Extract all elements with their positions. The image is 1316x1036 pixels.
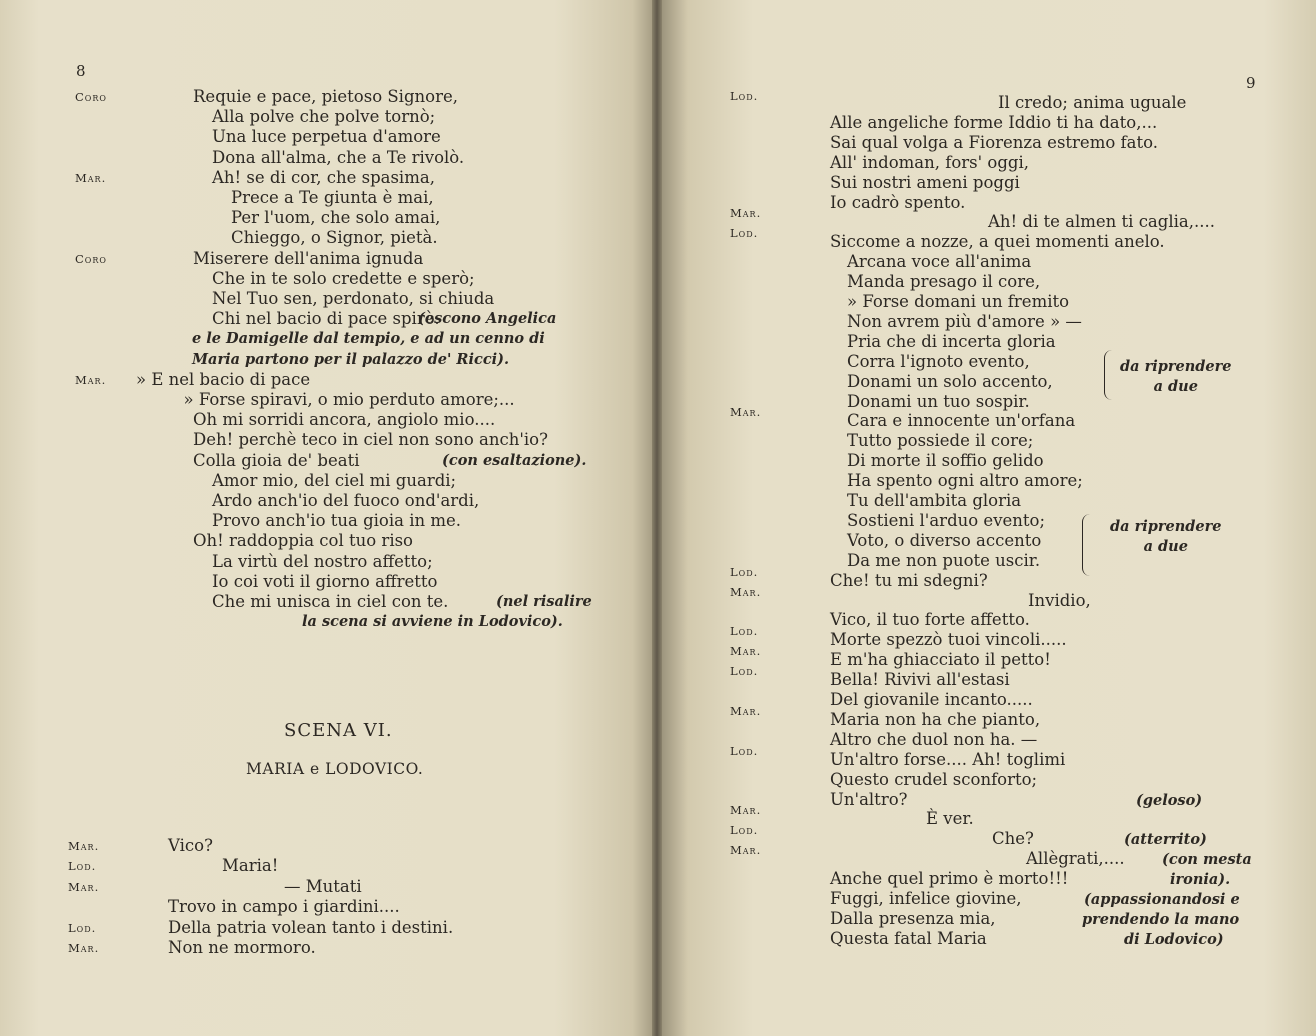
verse-line: Io coi voti il giorno affretto <box>212 571 438 591</box>
verse-line: Io cadrò spento. <box>830 192 966 212</box>
dialogue-line: Trovo in campo i giardini.... <box>168 897 400 917</box>
verse-line: Questo crudel sconforto; <box>830 769 1038 789</box>
verse-line: Prece a Te giunta è mai, <box>231 188 434 207</box>
speaker-label: Mar. <box>75 372 107 387</box>
verse-line: Morte spezzò tuoi vincoli..... <box>830 630 1067 650</box>
speaker-label: Lod. <box>730 226 759 241</box>
right-page <box>662 0 1316 1036</box>
scene-title: SCENA VI. <box>284 720 393 741</box>
speaker-label: Mar. <box>68 839 100 853</box>
speaker-label: Coro <box>75 90 107 104</box>
verse-line: Una luce perpetua d'amore <box>212 127 441 147</box>
verse-line: Chi nel bacio di pace spirò. <box>212 309 440 329</box>
verse-line: E m'ha ghiacciato il petto! <box>830 650 1051 670</box>
verse-line: Oh mi sorridi ancora, angiolo mio.... <box>193 410 496 430</box>
verse-line: Un'altro forse.... Ah! toglimi <box>830 749 1066 769</box>
verse-line: Dalla presenza mia, <box>830 908 996 928</box>
verse-line: Alla polve che polve tornò; <box>212 107 436 127</box>
verse-line: Il credo; anima uguale <box>998 93 1187 112</box>
speaker-label: Mar. <box>730 206 762 221</box>
verse-line: Fuggi, infelice giovine, <box>830 889 1022 908</box>
speaker-label: Lod. <box>730 664 759 679</box>
dialogue-line: Non ne mormoro. <box>168 938 316 957</box>
page-number-left: 8 <box>76 62 86 80</box>
verse-line: Anche quel primo è morto!!! <box>830 869 1069 889</box>
duet-note-line: a due <box>1153 378 1198 395</box>
verse-line: È ver. <box>926 809 974 829</box>
stage-direction: prendendo la mano <box>1082 910 1240 928</box>
stage-direction: (atterrito) <box>1124 831 1207 849</box>
verse-line: Ah! di te almen ti caglia,.... <box>988 212 1215 232</box>
dialogue-line: — Mutati <box>284 876 362 896</box>
verse-line: Donami un solo accento, <box>847 371 1053 391</box>
verse-line: Un'altro? <box>830 789 908 809</box>
duet-note-line: da riprendere <box>1110 518 1222 535</box>
speaker-label: Lod. <box>730 743 759 758</box>
verse-line: Da me non puote uscir. <box>847 550 1041 570</box>
stage-direction: (escono Angelica <box>418 310 557 328</box>
verse-line: La virtù del nostro affetto; <box>212 551 433 571</box>
speaker-label: Mar. <box>730 843 762 858</box>
speaker-label: Lod. <box>730 564 759 579</box>
duet-brace <box>1104 350 1115 400</box>
stage-direction: ironia). <box>1170 871 1231 889</box>
stage-direction: (nel risalire <box>496 593 592 610</box>
verse-line: Arcana voce all'anima <box>847 252 1032 272</box>
verse-line: Ah! se di cor, che spasima, <box>212 167 435 187</box>
verse-line: Invidio, <box>1028 590 1091 610</box>
speaker-label: Lod. <box>68 920 97 935</box>
stage-direction: (geloso) <box>1136 791 1203 809</box>
dialogue-line: Vico? <box>168 836 213 855</box>
speaker-label: Mar. <box>730 803 762 818</box>
stage-direction: Maria partono per il palazzo de' Ricci). <box>192 350 510 368</box>
verse-line: All' indoman, fors' oggi, <box>830 152 1030 172</box>
verse-line: Chieggo, o Signor, pietà. <box>231 228 438 248</box>
speaker-label: Lod. <box>730 89 759 103</box>
verse-line: Sui nostri ameni poggi <box>830 172 1020 192</box>
verse-line: Ardo anch'io del fuoco ond'ardi, <box>212 491 480 510</box>
verse-line: Maria non ha che pianto, <box>830 709 1041 729</box>
speaker-label: Mar. <box>75 170 107 185</box>
verse-line: Che? <box>992 829 1034 849</box>
scene-characters: MARIA e LODOVICO. <box>246 760 424 778</box>
duet-brace <box>1082 514 1093 576</box>
verse-line: Voto, o diverso accento <box>847 530 1042 550</box>
verse-line: Che mi unisca in ciel con te. <box>212 592 449 611</box>
verse-line: » Forse spiravi, o mio perduto amore;... <box>183 390 515 409</box>
speaker-label: Mar. <box>730 405 762 420</box>
speaker-label: Mar. <box>730 644 762 659</box>
verse-line: Corra l'ignoto evento, <box>847 351 1030 371</box>
verse-line: Manda presago il core, <box>847 272 1041 292</box>
verse-line: Amor mio, del ciel mi guardi; <box>212 470 457 490</box>
verse-line: Cara e innocente un'orfana <box>847 411 1076 431</box>
verse-line: Di morte il soffio gelido <box>847 451 1044 471</box>
verse-line: Pria che di incerta gloria <box>847 331 1056 351</box>
duet-note <box>1120 357 1232 397</box>
speaker-label: Mar. <box>68 879 100 894</box>
stage-direction: (con esaltazione). <box>442 451 587 469</box>
speaker-label: Mar. <box>730 703 762 718</box>
speaker-label: Lod. <box>730 823 759 838</box>
verse-line: Oh! raddoppia col tuo riso <box>193 531 413 551</box>
verse-line: Sai qual volga a Fiorenza estremo fato. <box>830 132 1158 152</box>
speaker-label: Coro <box>75 251 107 266</box>
verse-line: Provo anch'io tua gioia in me. <box>212 511 462 531</box>
speaker-label: Lod. <box>730 624 759 639</box>
verse-line: Miserere dell'anima ignuda <box>193 248 424 268</box>
duet-note-line: a due <box>1143 538 1188 555</box>
stage-direction: (con mesta <box>1162 851 1252 869</box>
verse-line: Vico, il tuo forte affetto. <box>830 610 1030 630</box>
verse-line: Tu dell'ambita gloria <box>847 491 1022 510</box>
verse-line: Del giovanile incanto..... <box>830 690 1033 709</box>
verse-line: Allègrati,.... <box>1026 849 1125 869</box>
stage-direction: di Lodovico) <box>1124 930 1224 948</box>
verse-line: Alle angeliche forme Iddio ti ha dato,... <box>830 112 1158 132</box>
verse-line: Bella! Rivivi all'estasi <box>830 670 1010 690</box>
verse-line: Per l'uom, che solo amai, <box>231 208 441 228</box>
verse-line: Requie e pace, pietoso Signore, <box>193 87 458 106</box>
verse-line: Dona all'alma, che a Te rivolò. <box>212 147 465 167</box>
dialogue-line: Maria! <box>222 856 279 876</box>
verse-line: Ha spento ogni altro amore; <box>847 471 1083 491</box>
dialogue-line: Della patria volean tanto i destini. <box>168 917 454 937</box>
stage-direction: la scena si avviene in Lodovico). <box>302 613 563 631</box>
verse-line: Colla gioia de' beati <box>193 450 360 470</box>
stage-direction: e le Damigelle dal tempio, e ad un cenno di <box>192 330 545 348</box>
verse-line: Donami un tuo sospir. <box>847 391 1030 411</box>
verse-line: » Forse domani un fremito <box>847 292 1070 311</box>
page-number-right: 9 <box>1246 74 1256 92</box>
speaker-label: Mar. <box>68 941 100 955</box>
verse-line: Che in te solo credette e sperò; <box>212 268 475 288</box>
duet-note-line: da riprendere <box>1120 358 1232 375</box>
speaker-label: Lod. <box>68 859 97 874</box>
verse-line: Non avrem più d'amore » — <box>847 311 1082 331</box>
verse-line: Deh! perchè teco in ciel non sono anch'io? <box>193 430 548 450</box>
verse-line: Siccome a nozze, a quei momenti anelo. <box>830 232 1165 252</box>
left-page <box>0 0 652 1036</box>
verse-line: Tutto possiede il core; <box>847 431 1034 451</box>
verse-line: Altro che duol non ha. — <box>830 729 1038 749</box>
verse-line: Che! tu mi sdegni? <box>830 570 988 590</box>
verse-line: Sostieni l'arduo evento; <box>847 510 1046 530</box>
duet-note <box>1110 517 1222 557</box>
stage-direction: (appassionandosi e <box>1084 891 1240 908</box>
speaker-label: Mar. <box>730 584 762 599</box>
verse-line: » E nel bacio di pace <box>136 369 311 389</box>
book-gutter <box>652 0 662 1036</box>
verse-line: Questa fatal Maria <box>830 928 987 948</box>
verse-line: Nel Tuo sen, perdonato, si chiuda <box>212 289 495 308</box>
